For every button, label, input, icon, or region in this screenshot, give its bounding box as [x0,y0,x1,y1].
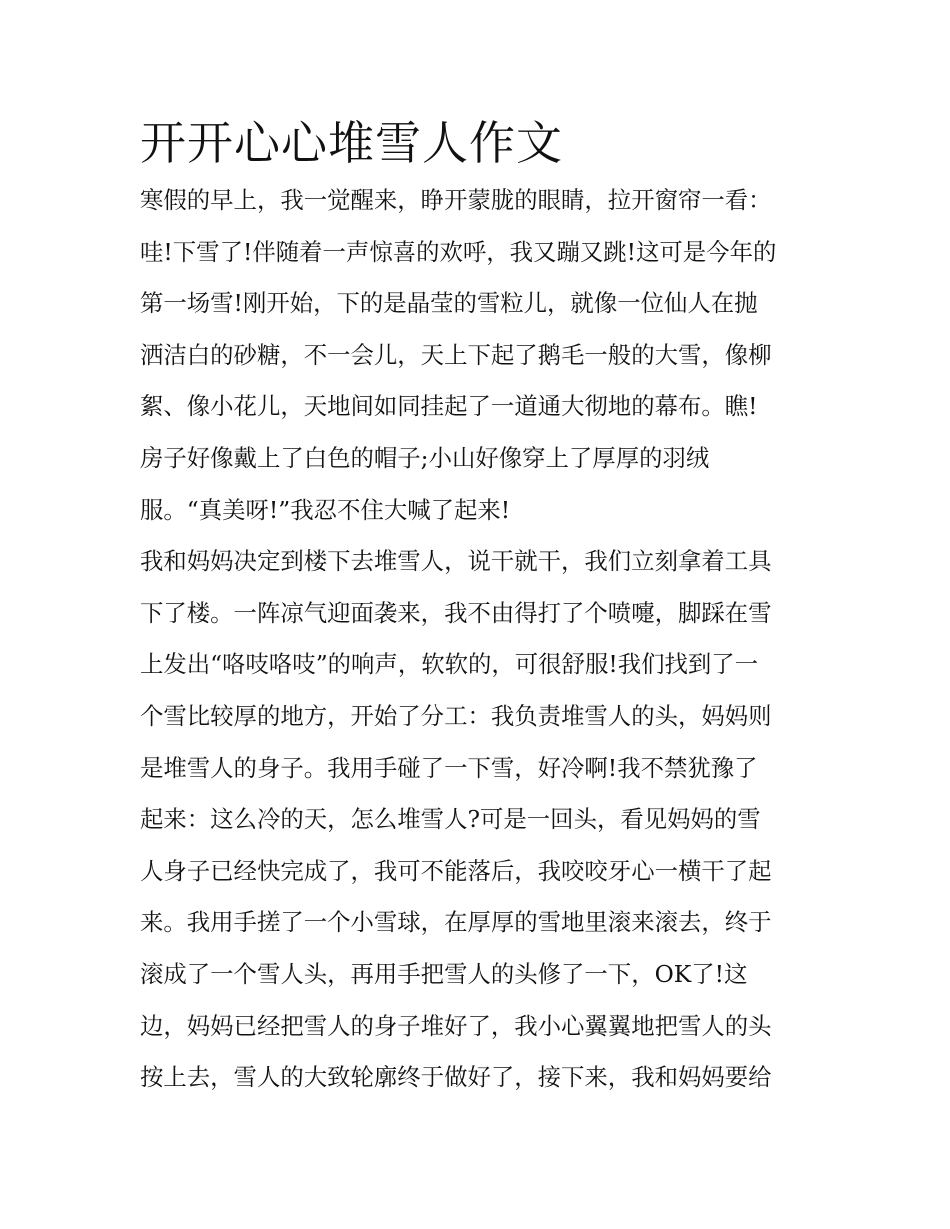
text-line: 絮、像小花儿，天地间如同挂起了一道通大彻地的幕布。瞧! [140,392,758,421]
text-line: 起来：这么冷的天，怎么堆雪人?可是一回头，看见妈妈的雪 [140,805,761,834]
text-line: 下了楼。一阵凉气迎面袭来，我不由得打了个喷嚏，脚踩在雪 [140,598,772,627]
document-title: 开开心心堆雪人作文 [140,116,563,170]
text-line: 服。“真美呀!”我忍不住大喊了起来! [140,495,511,524]
text-line: 边，妈妈已经把雪人的身子堆好了，我小心翼翼地把雪人的头 [140,1011,772,1040]
text-line: 滚成了一个雪人头，再用手把雪人的头修了一下，OK了!这 [140,959,748,988]
text-line: 人身子已经快完成了，我可不能落后，我咬咬牙心一横干了起 [140,856,772,885]
document-body [140,175,830,1104]
text-line: 来。我用手搓了一个小雪球，在厚厚的雪地里滚来滚去，终于 [140,908,772,937]
text-line: 个雪比较厚的地方，开始了分工：我负责堆雪人的头，妈妈则 [140,701,772,730]
text-line: 哇!下雪了!伴随着一声惊喜的欢呼，我又蹦又跳!这可是今年的 [140,237,777,266]
text-line: 洒洁白的砂糖，不一会儿，天上下起了鹅毛一般的大雪，像柳 [140,340,772,369]
text-line: 寒假的早上，我一觉醒来，睁开蒙胧的眼睛，拉开窗帘一看： [140,186,772,214]
text-line: 是堆雪人的身子。我用手碰了一下雪，好冷啊!我不禁犹豫了 [140,753,758,782]
text-line: 第一场雪!刚开始，下的是晶莹的雪粒儿，就像一位仙人在抛 [140,289,758,318]
text-line: 我和妈妈决定到楼下去堆雪人，说干就干，我们立刻拿着工具 [140,547,772,576]
text-line: 上发出“咯吱咯吱”的响声，软软的，可很舒服!我们找到了一 [140,650,759,679]
text-line: 房子好像戴上了白色的帽子;小山好像穿上了厚厚的羽绒 [140,443,710,472]
text-line: 按上去，雪人的大致轮廓终于做好了，接下来，我和妈妈要给 [140,1063,772,1092]
